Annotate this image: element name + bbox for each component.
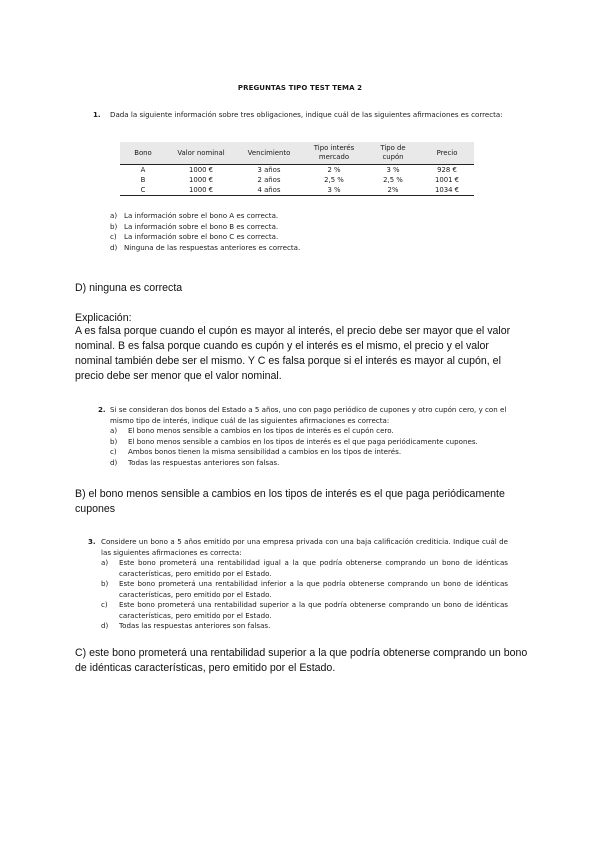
option-letter: b): [110, 436, 118, 446]
option-letter: a): [110, 211, 118, 220]
option-letter: d): [110, 457, 118, 467]
answer-1: D) ninguna es correcta: [75, 282, 183, 294]
option-text: Todas las respuestas anteriores son falsas.: [119, 621, 271, 630]
table-header-row: [120, 142, 474, 165]
option-b: [110, 222, 510, 233]
table-header: Tipo interés mercado: [302, 142, 366, 165]
table-cell: 1000 €: [188, 176, 214, 184]
option-text: La información sobre el bono B es correcta.: [124, 221, 279, 231]
option-letter: c): [101, 600, 108, 609]
table-header: Tipo de cupón: [366, 142, 420, 165]
table-header: Vencimiento: [236, 142, 302, 165]
option-text: El bono menos sensible a cambios en los tipos de interés es el cupón cero.: [128, 426, 394, 435]
table-header: Valor nominal: [166, 142, 236, 165]
option-b: [101, 579, 508, 600]
option-letter: c): [110, 447, 117, 456]
table-cell: 1000 €: [188, 166, 214, 174]
option-b: [110, 437, 518, 448]
explanation-text: A es falsa porque cuando el cupón es mayor al interés, el precio debe ser mayor que el valor nominal. B es falsa porque cuando es cupón y el interés es el mismo, el precio y el valor nominal también debe ser el mismo. Y C es falsa porque si el interés es mayor al cupón, el precio debe ser menor que el valor nominal.: [75, 325, 511, 382]
table-cell: 3 años: [257, 166, 281, 174]
explanation-label: Explicación:: [75, 312, 132, 324]
option-text: Todas las respuestas anteriores son falsas.: [128, 457, 280, 467]
option-letter: b): [101, 579, 109, 588]
table-row: [120, 185, 474, 196]
question-2-number: 2.: [98, 405, 106, 414]
option-d: [110, 243, 510, 254]
table-header: Bono: [120, 142, 166, 165]
option-text: Este bono prometerá una rentabilidad inferior a la que podría obtenerse comprando un bono de idénticas características, pero emitido por el Estado.: [119, 579, 508, 599]
option-text: El bono menos sensible a cambios en los tipos de interés es el que paga periódicamente cupones.: [128, 436, 478, 446]
page-title: PREGUNTAS TIPO TEST TEMA 2: [237, 84, 363, 92]
question-2: [98, 405, 518, 468]
table-cell: 2,5 %: [324, 176, 344, 184]
option-letter: c): [110, 232, 117, 241]
option-letter: a): [101, 558, 109, 567]
table-header: Precio: [420, 142, 474, 165]
table-row: [120, 165, 474, 176]
option-letter: d): [101, 621, 109, 630]
option-a: [110, 211, 510, 222]
option-a: [101, 558, 508, 579]
question-1: [93, 110, 513, 121]
question-1-text: Dada la siguiente información sobre tres obligaciones, indique cuál de las siguientes afirmaciones es correcta:: [110, 110, 503, 119]
option-text: Este bono prometerá una rentabilidad igual a la que podría obtenerse comprando un bono de idénticas características, pero emitido por el Estado.: [119, 558, 508, 578]
option-text: La información sobre el bono A es correcta.: [124, 211, 279, 220]
bond-table: [120, 142, 474, 196]
table-cell: 3 %: [386, 166, 400, 174]
option-letter: a): [110, 426, 118, 435]
table-cell: 928 €: [437, 166, 457, 174]
option-letter: d): [110, 242, 118, 252]
option-letter: b): [110, 221, 118, 231]
option-text: Ninguna de las respuestas anteriores es correcta.: [124, 242, 301, 252]
option-c: [101, 600, 508, 621]
question-3-text: Considere un bono a 5 años emitido por una empresa privada con una baja calificación crediticia. Indique cuál de las siguientes afirmaciones es correcta:: [101, 537, 508, 557]
option-text: Ambos bonos tienen la misma sensibilidad a cambios en los tipos de interés.: [128, 447, 402, 456]
table-cell: 2 años: [257, 176, 281, 184]
option-c: [110, 232, 510, 243]
question-1-number: 1.: [93, 110, 101, 119]
answer-3: C) este bono prometerá una rentabilidad superior a la que podría obtenerse comprando un bono de idénticas características, pero emitido por el Estado.: [75, 647, 528, 674]
question-2-text: Si se consideran dos bonos del Estado a 5 años, uno con pago periódico de cupones y otro cupón cero, y con el mismo tipo de interés, indique cuál de las siguientes afirmaciones es correcta:: [110, 405, 507, 425]
option-c: [110, 447, 518, 458]
table-cell: C: [120, 185, 166, 196]
question-3: [88, 537, 508, 632]
option-text: La información sobre el bono C es correcta.: [124, 232, 279, 241]
table-cell: B: [140, 176, 146, 184]
table-cell: 2%: [366, 185, 420, 196]
option-d: [110, 458, 518, 469]
table-row: [120, 175, 474, 185]
table-cell: 1000 €: [166, 185, 236, 196]
question-1-options: [110, 211, 510, 253]
answer-2: B) el bono menos sensible a cambios en los tipos de interés es el que paga periódicamente cupones: [75, 488, 505, 515]
table-cell: 3 %: [302, 185, 366, 196]
table-cell: 1034 €: [420, 185, 474, 196]
option-text: Este bono prometerá una rentabilidad superior a la que podría obtenerse comprando un bono de idénticas características, pero emitido por el Estado.: [119, 600, 508, 620]
table-cell: 2 %: [327, 166, 341, 174]
option-d: [101, 621, 508, 632]
option-a: [110, 426, 518, 437]
table-cell: 1001 €: [434, 176, 460, 184]
table-cell: A: [140, 166, 146, 174]
table-cell: 4 años: [236, 185, 302, 196]
question-3-number: 3.: [88, 537, 96, 546]
bond-table-wrapper: [120, 142, 474, 196]
table-cell: 2,5 %: [383, 176, 403, 184]
